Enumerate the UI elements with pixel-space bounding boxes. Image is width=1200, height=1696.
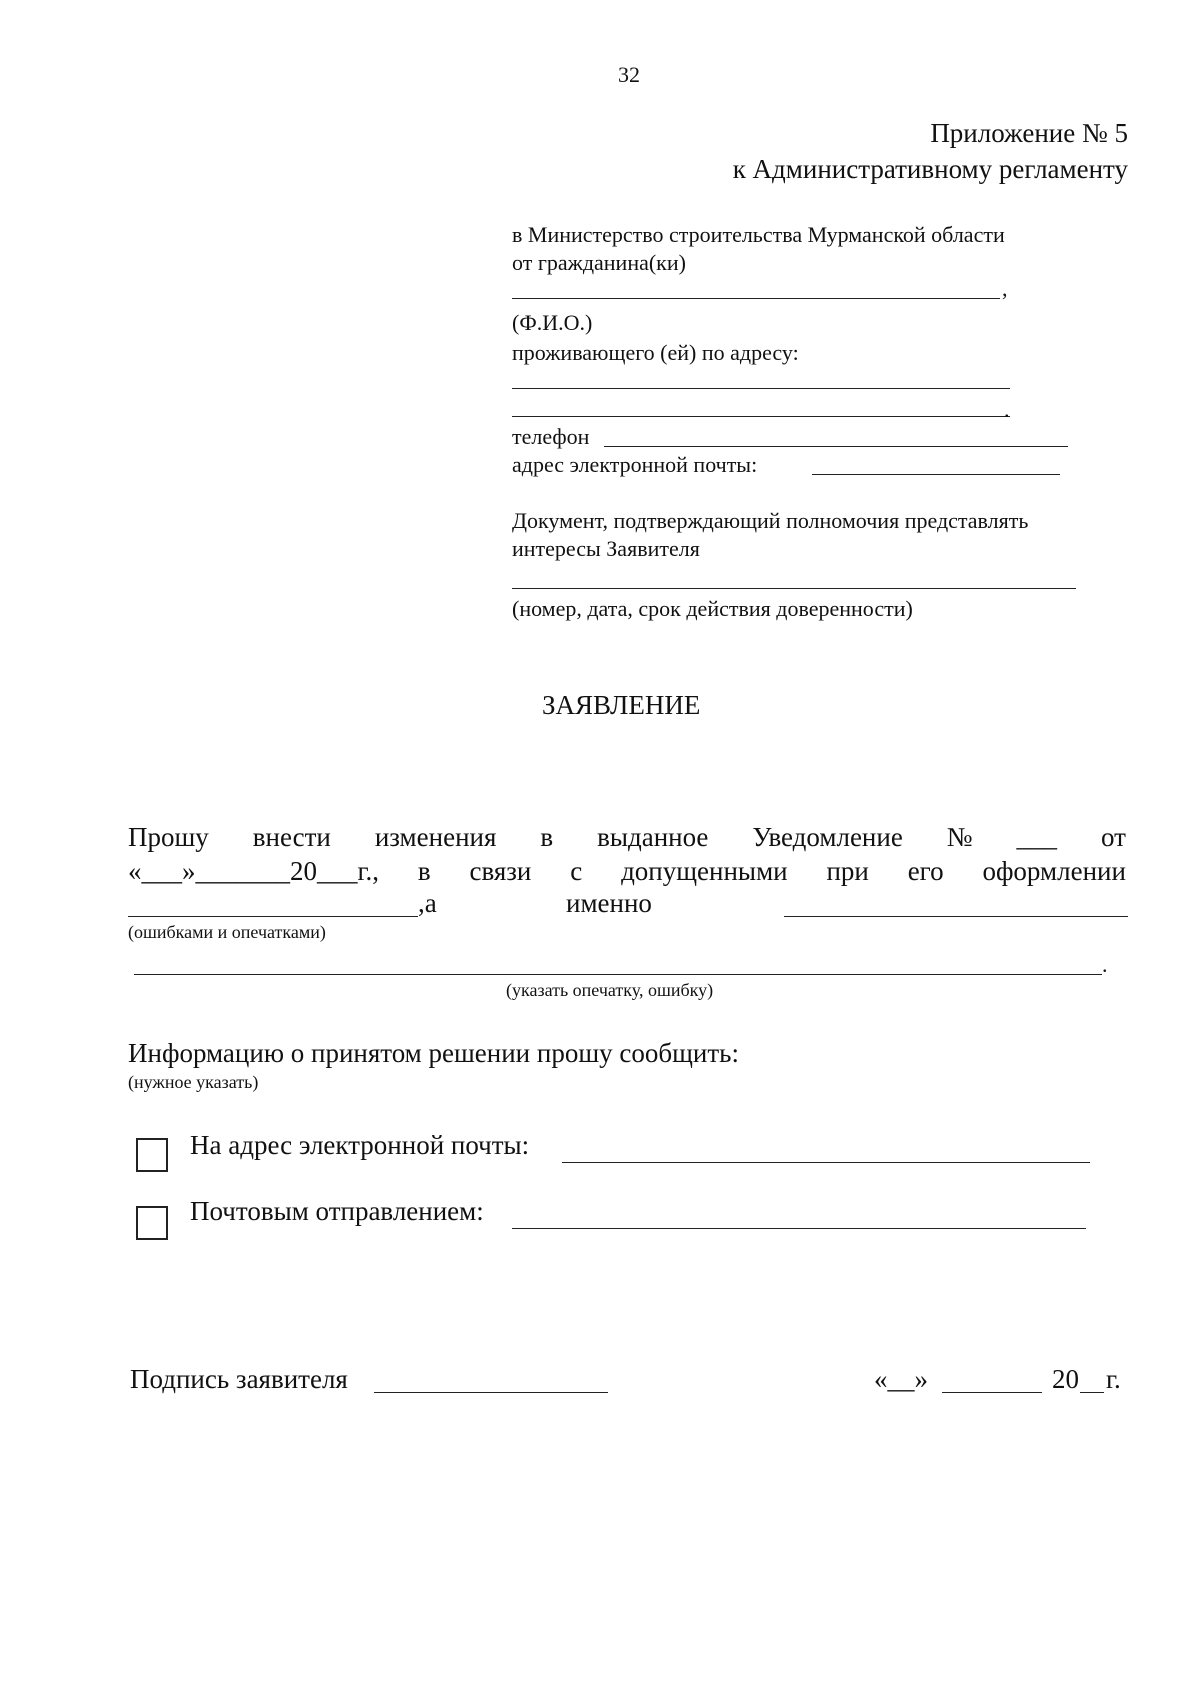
signature-input-line[interactable]	[374, 1392, 608, 1393]
page-number: 32	[618, 62, 640, 87]
word: оформлении	[982, 856, 1126, 886]
notice-date-blank[interactable]: «___»_______20___г.,	[128, 856, 380, 886]
word: изменения	[374, 822, 497, 852]
from-citizen: от гражданина(ки)	[512, 250, 686, 275]
word: в	[540, 822, 554, 852]
fio-comma: ,	[1002, 276, 1008, 301]
residing-label: проживающего (ей) по адресу:	[512, 340, 799, 365]
word: внести	[252, 822, 331, 852]
word: допущенными	[621, 856, 788, 886]
word: №	[946, 822, 973, 852]
address-input-line-2[interactable]	[512, 416, 1010, 417]
word: от	[1101, 822, 1126, 852]
errors-input-line[interactable]	[128, 916, 418, 917]
post-option-label: Почтовым отправлением:	[190, 1196, 484, 1226]
email-option-input-line[interactable]	[562, 1162, 1090, 1163]
phone-label: телефон	[512, 424, 590, 449]
namely-word: именно	[566, 888, 652, 918]
post-option-input-line[interactable]	[512, 1228, 1086, 1229]
date-year-input-line[interactable]	[1080, 1392, 1104, 1393]
phone-input-line[interactable]	[604, 446, 1068, 447]
notice-number-blank[interactable]: ___	[1016, 822, 1058, 852]
request-row-1	[128, 822, 1126, 853]
authority-doc-hint: (номер, дата, срок действия доверенности)	[512, 596, 913, 621]
email-input-line[interactable]	[812, 474, 1060, 475]
word: при	[826, 856, 869, 886]
appendix-reference: к Административному регламенту	[732, 154, 1128, 184]
specify-dot: .	[1102, 952, 1108, 977]
errors-hint: (ошибками и опечатками)	[128, 922, 326, 942]
email-option-label: На адрес электронной почты:	[190, 1130, 530, 1160]
email-option-checkbox[interactable]	[136, 1138, 168, 1172]
word: выданное	[597, 822, 709, 852]
date-day-blank[interactable]: «__»	[874, 1364, 928, 1394]
word: Уведомление	[752, 822, 903, 852]
word: его	[907, 856, 944, 886]
addressee: в Министерство строительства Мурманской области	[512, 222, 1005, 247]
fio-input-line[interactable]	[512, 298, 1000, 299]
fio-label: (Ф.И.О.)	[512, 310, 593, 335]
address-input-line-1[interactable]	[512, 388, 1010, 389]
comma-a: ,а	[418, 888, 437, 918]
email-label: адрес электронной почты:	[512, 452, 758, 477]
date-year-suffix: г.	[1106, 1364, 1121, 1394]
request-row-2	[128, 856, 1126, 887]
authority-doc-input-line[interactable]	[512, 588, 1076, 589]
word: с	[570, 856, 583, 886]
specify-hint: (указать опечатку, ошибку)	[506, 980, 714, 1000]
specify-input-line[interactable]	[134, 974, 1102, 975]
post-option-checkbox[interactable]	[136, 1206, 168, 1240]
namely-input-line[interactable]	[784, 916, 1128, 917]
signature-label: Подпись заявителя	[130, 1364, 348, 1394]
info-heading: Информацию о принятом решении прошу сообщить:	[128, 1038, 739, 1068]
document-title: ЗАЯВЛЕНИЕ	[542, 690, 701, 720]
info-hint: (нужное указать)	[128, 1072, 259, 1092]
date-year-label: 20	[1052, 1364, 1079, 1394]
authority-doc-label: Документ, подтверждающий полномочия представлять	[512, 508, 1029, 533]
authority-doc-label-2: интересы Заявителя	[512, 536, 700, 561]
appendix-number: Приложение № 5	[930, 118, 1128, 148]
address-dot: .	[1004, 397, 1010, 422]
date-month-input-line[interactable]	[942, 1392, 1042, 1393]
word: связи	[469, 856, 532, 886]
word: Прошу	[128, 822, 209, 852]
word: в	[417, 856, 431, 886]
